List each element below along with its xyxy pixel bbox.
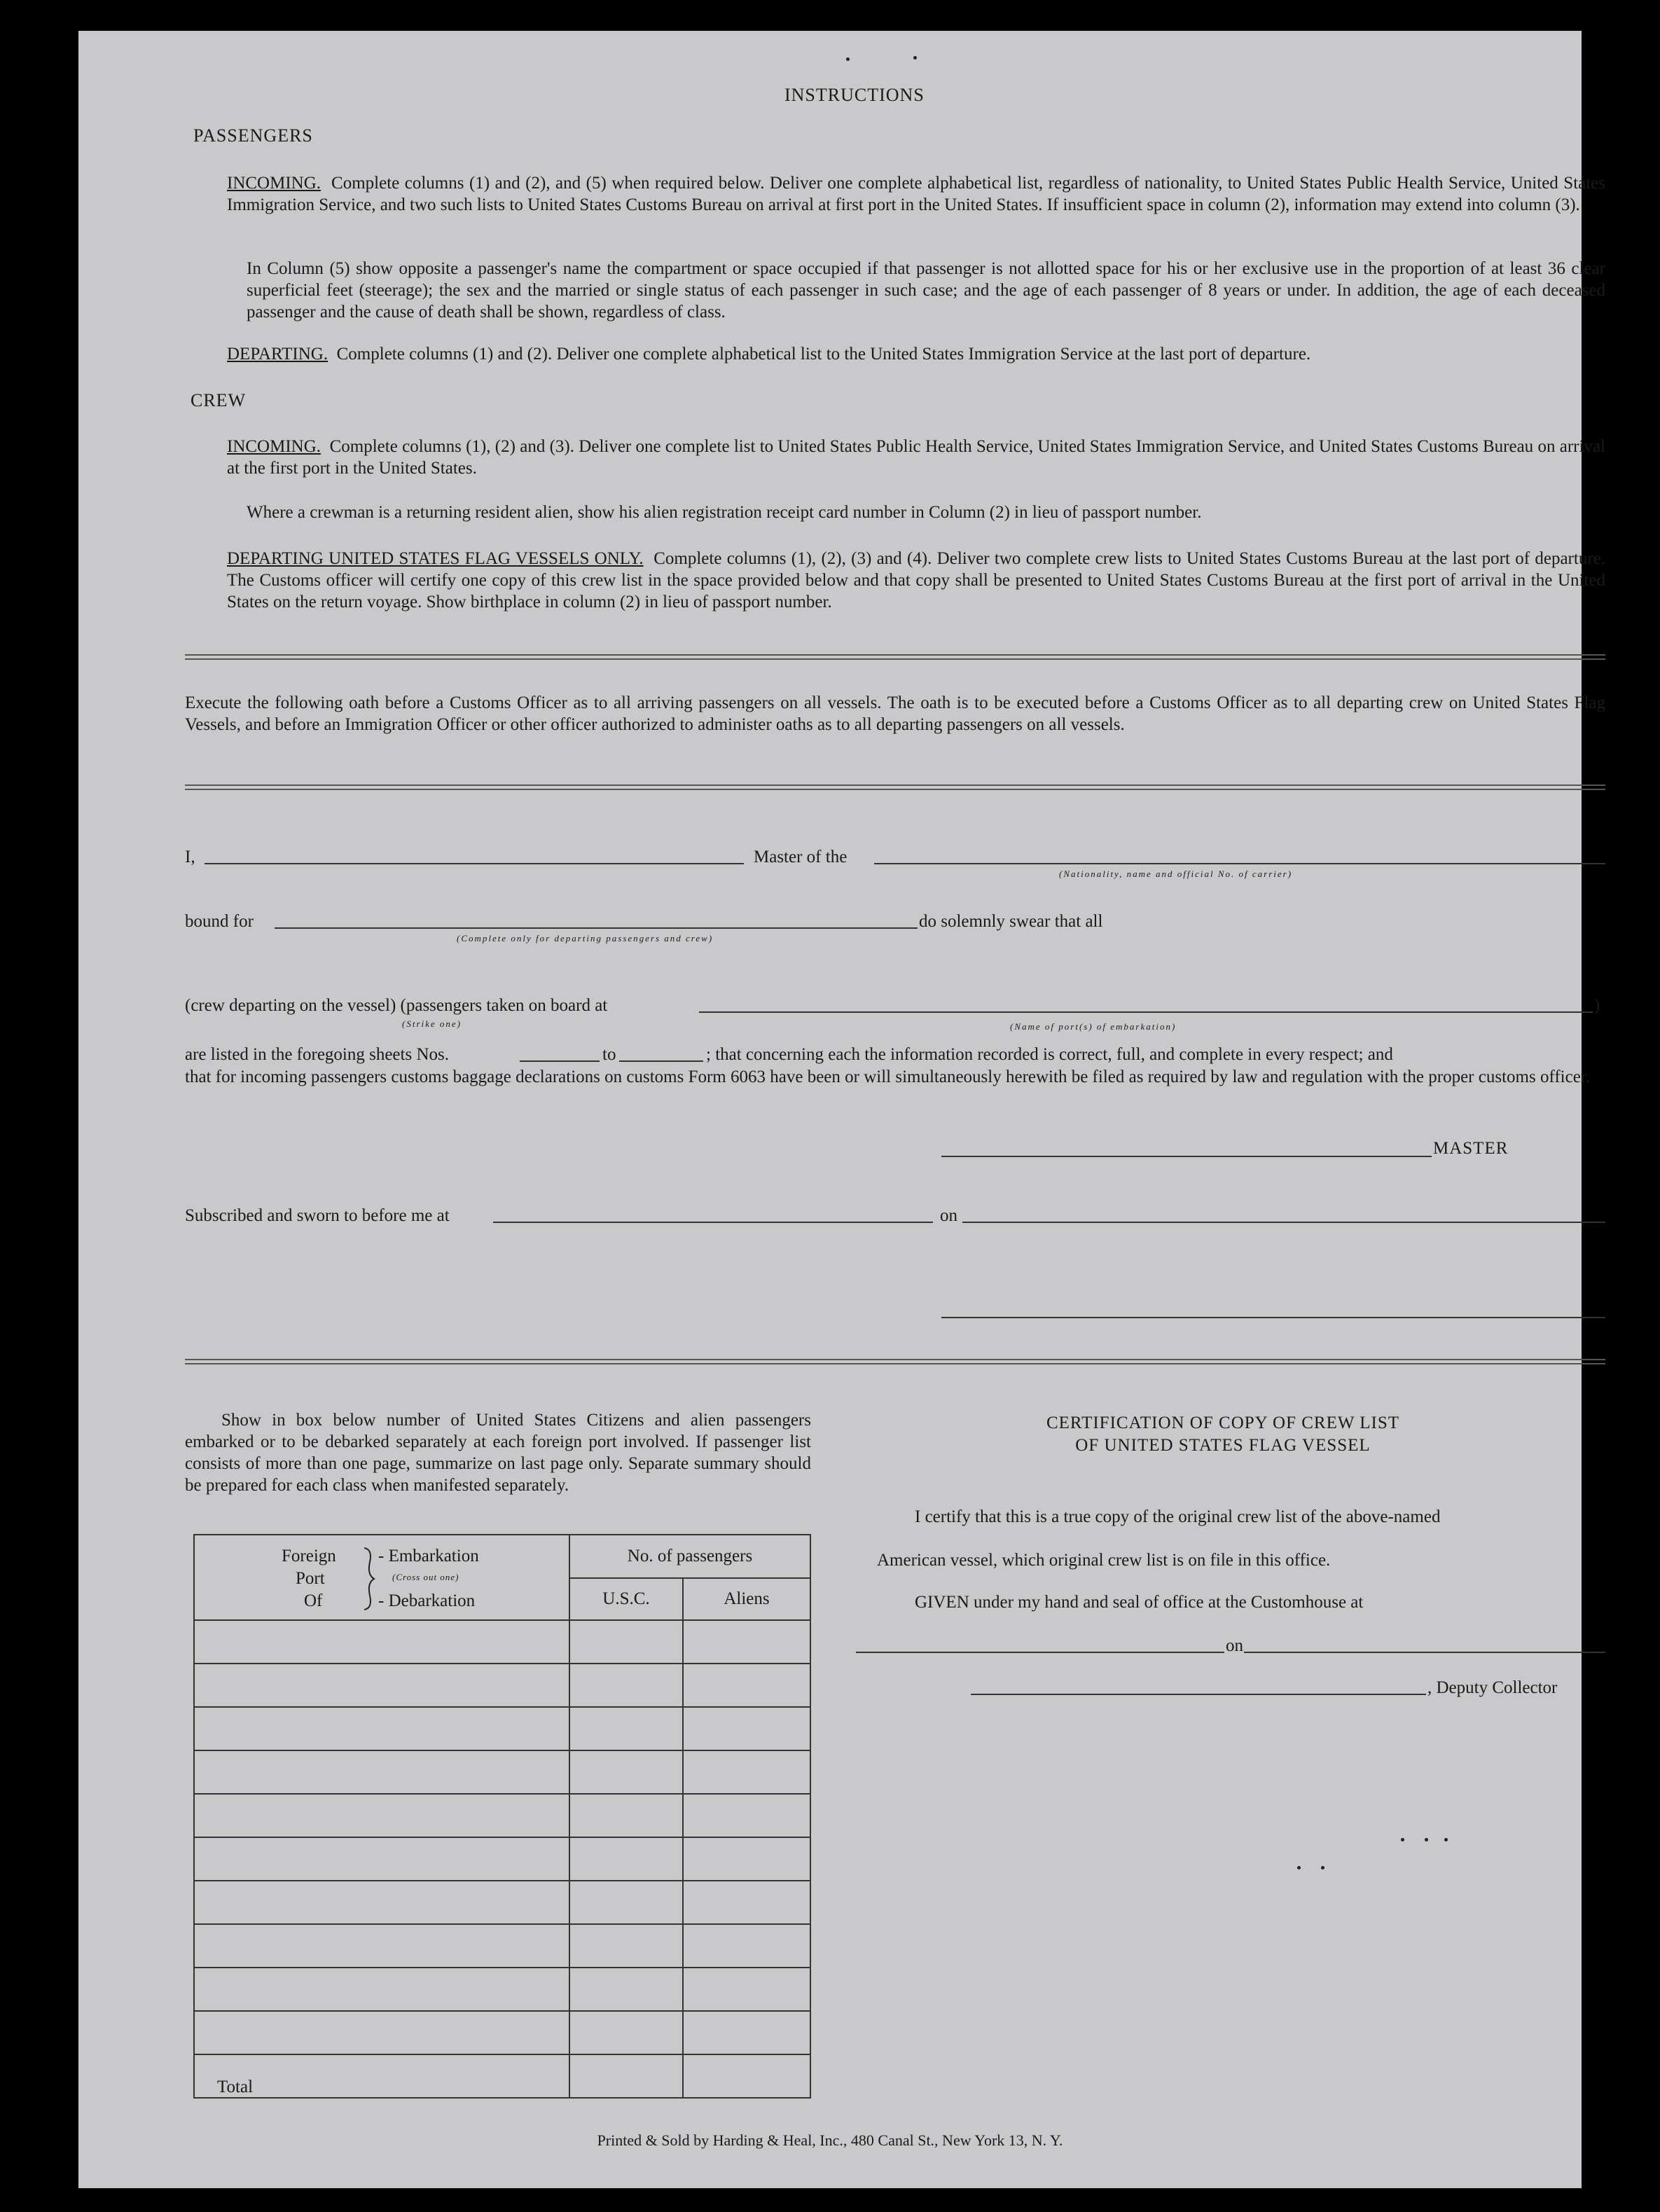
table-row <box>194 1750 810 1794</box>
passengers-incoming-paragraph <box>227 172 1605 216</box>
incoming-text: Complete columns (1) and (2), and (5) when required below. Deliver one complete alphabetical list, regardless of nationality, to United States Public Health Service, United States Immigration Service, and two such lists to United States Customs Bureau on arrival at first port in the United States. If insufficient space in column (2), information may extend into column (3). <box>227 174 1606 214</box>
sworn-on: on <box>940 1206 957 1225</box>
table-row <box>194 1620 810 1664</box>
table-row <box>194 1664 810 1707</box>
subscribed: Subscribed and sworn to before me at <box>185 1206 450 1225</box>
port-cell[interactable] <box>194 1794 569 1837</box>
summary-instructions: Show in box below number of United States Citizens and alien passengers embarked or to be debarked separately at each foreign port involved. If passenger list consists of more than one page, summarize on last page only. Separate summary should be prepared for each class when manifested separately. <box>185 1411 811 1495</box>
certify-line1: I certify that this is a true copy of the original crew list of the above-named <box>915 1507 1441 1526</box>
aliens-cell[interactable] <box>683 1664 810 1707</box>
divider <box>185 1359 1605 1360</box>
departing-flag-text: Complete columns (1), (2), (3) and (4). Deliver two complete crew lists to United States Customs Bureau at the last port of departure. The Customs officer will certify one copy of this crew list in the space provided below and that copy shall be presented to United States Customs Bureau at the first port of arrival in the United States on the return voyage. Show birthplace in column (2) in lieu of passport number. <box>227 549 1605 611</box>
port-cell[interactable] <box>194 1837 569 1881</box>
complete-only-caption: (Complete only for departing passengers and crew) <box>457 933 714 943</box>
speck <box>846 57 850 61</box>
master-of-the: Master of the <box>754 848 848 866</box>
port-cell[interactable] <box>194 1664 569 1707</box>
aliens-cell[interactable] <box>683 1837 810 1881</box>
col-foreign: Foreign <box>282 1547 336 1565</box>
total-row <box>194 2054 810 2098</box>
bound-for-blank[interactable] <box>275 927 918 929</box>
do-solemnly: do solemnly swear that all <box>919 912 1103 931</box>
divider <box>185 658 1605 660</box>
usc-header: U.S.C. <box>569 1578 683 1620</box>
incoming-label: INCOMING. <box>227 174 321 193</box>
usc-cell[interactable] <box>569 1707 683 1750</box>
certification-date-blank[interactable] <box>1244 1652 1605 1653</box>
deputy-collector: , Deputy Collector <box>1427 1678 1558 1697</box>
table-row <box>194 1924 810 1968</box>
departing-label: DEPARTING. <box>227 345 328 364</box>
aliens-total-cell[interactable] <box>683 2054 810 2098</box>
aliens-cell[interactable] <box>683 1794 810 1837</box>
aliens-cell[interactable] <box>683 1924 810 1968</box>
divider <box>185 784 1605 786</box>
crew-heading: CREW <box>191 390 247 410</box>
sworn-place-blank[interactable] <box>493 1222 933 1223</box>
passengers-departing-paragraph <box>227 343 1605 365</box>
divider <box>185 789 1605 790</box>
aliens-cell[interactable] <box>683 2011 810 2054</box>
customhouse-blank[interactable] <box>856 1652 1224 1653</box>
sheet-to-blank[interactable] <box>619 1060 703 1062</box>
given-line: GIVEN under my hand and seal of office at the Customhouse at <box>915 1593 1364 1612</box>
column5-paragraph: In Column (5) show opposite a passenger's name the compartment or space occupied if that passenger is not allotted space for his or her exclusive use in the proportion of at least 36 clear superficial feet (steerage); the sex and the married or single status of each passenger in such case; and the age of each passenger of 8 years or under. In addition, the age of each deceased passenger and the cause of death shall be shown, regardless of class. <box>247 259 1605 322</box>
col-cross-out: (Cross out one) <box>392 1572 459 1582</box>
usc-cell[interactable] <box>569 1837 683 1881</box>
speck <box>1425 1838 1428 1841</box>
crew-incoming-label: INCOMING. <box>227 437 321 456</box>
crew-departing: (crew departing on the vessel) (passengers taken on board at <box>185 996 608 1015</box>
passengers-heading: PASSENGERS <box>193 125 313 146</box>
port-cell[interactable] <box>194 1968 569 2011</box>
speck <box>1321 1866 1324 1869</box>
usc-total-cell[interactable] <box>569 2054 683 2098</box>
aliens-cell[interactable] <box>683 1707 810 1750</box>
certification-on: on <box>1226 1636 1243 1655</box>
divider <box>185 1363 1605 1364</box>
certification-title-line2: OF UNITED STATES FLAG VESSEL <box>1075 1436 1371 1455</box>
aliens-header: Aliens <box>683 1578 810 1620</box>
table-row <box>194 1794 810 1837</box>
speck <box>913 56 917 60</box>
bound-for: bound for <box>185 912 254 931</box>
aliens-cell[interactable] <box>683 1620 810 1664</box>
port-cell[interactable] <box>194 1881 569 1924</box>
usc-cell[interactable] <box>569 1881 683 1924</box>
certify-line2: American vessel, which original crew list is on file in this office. <box>877 1551 1331 1570</box>
table-row <box>194 1837 810 1881</box>
table-header-row <box>194 1535 810 1578</box>
table-row <box>194 1881 810 1924</box>
sworn-date-blank[interactable] <box>962 1222 1605 1223</box>
master-signature-blank[interactable] <box>941 1156 1432 1157</box>
officer-signature-blank[interactable] <box>941 1317 1605 1318</box>
listed-to: to <box>602 1045 616 1064</box>
table-row <box>194 1707 810 1750</box>
usc-cell[interactable] <box>569 2011 683 2054</box>
port-header-cell <box>194 1535 569 1620</box>
printer-footer: Printed & Sold by Harding & Heal, Inc., 480 Canal St., New York 13, N. Y. <box>597 2131 1063 2149</box>
departing-text: Complete columns (1) and (2). Deliver one complete alphabetical list to the United States Immigration Service at the last port of departure. <box>336 345 1311 364</box>
col-port: Port <box>296 1569 325 1588</box>
usc-cell[interactable] <box>569 1664 683 1707</box>
certification-title-line1: CERTIFICATION OF COPY OF CREW LIST <box>1046 1413 1400 1432</box>
listed-post: ; that concerning each the information recorded is correct, full, and complete in every respect; and <box>706 1045 1393 1064</box>
departing-flag-paragraph <box>227 548 1605 613</box>
usc-cell[interactable] <box>569 1794 683 1837</box>
close-paren: ) <box>1594 996 1600 1015</box>
crew-incoming-text: Complete columns (1), (2) and (3). Deliver one complete list to United States Public Health Service, United States Immigration Service, and United States Customs Bureau on arrival at the first port in the United States. <box>227 437 1605 478</box>
brace-icon <box>360 1547 377 1611</box>
aliens-cell[interactable] <box>683 1968 810 2011</box>
deputy-signature-blank[interactable] <box>971 1694 1426 1695</box>
port-cell[interactable] <box>194 2011 569 2054</box>
port-cell[interactable] <box>194 1924 569 1968</box>
speck <box>1297 1866 1301 1869</box>
port-cell[interactable] <box>194 1707 569 1750</box>
strike-one-caption: (Strike one) <box>402 1018 462 1029</box>
table-row <box>194 1968 810 2011</box>
usc-cell[interactable] <box>569 1620 683 1664</box>
usc-cell[interactable] <box>569 1924 683 1968</box>
listed-rest: that for incoming passengers customs baggage declarations on customs Form 6063 have been or will simultaneously herewith be filed as required by law and regulation with the proper customs officer. <box>185 1067 1590 1086</box>
listed-pre: are listed in the foregoing sheets Nos. <box>185 1045 449 1064</box>
name-blank[interactable] <box>205 863 744 864</box>
sheet-from-blank[interactable] <box>520 1060 600 1062</box>
usc-cell[interactable] <box>569 1750 683 1794</box>
ports-caption: (Name of port(s) of embarkation) <box>1010 1021 1177 1032</box>
ports-blank[interactable] <box>699 1011 1593 1013</box>
speck <box>1444 1838 1448 1841</box>
i-label: I, <box>185 848 195 866</box>
col-debarkation: - Debarkation <box>378 1591 476 1610</box>
col-of: Of <box>304 1591 323 1610</box>
port-cell[interactable] <box>194 1620 569 1664</box>
crew-incoming-paragraph <box>227 436 1605 479</box>
vessel-blank[interactable] <box>874 863 1605 864</box>
usc-cell[interactable] <box>569 1968 683 2011</box>
speck <box>1401 1838 1404 1841</box>
total-label: Total <box>194 2054 569 2098</box>
aliens-cell[interactable] <box>683 1750 810 1794</box>
instructions-title: INSTRUCTIONS <box>784 85 925 105</box>
table-row <box>194 2011 810 2054</box>
passenger-summary-table <box>193 1534 811 2099</box>
divider <box>185 654 1605 656</box>
form-sheet <box>78 31 1606 2188</box>
aliens-cell[interactable] <box>683 1881 810 1924</box>
nationality-caption: (Nationality, name and official No. of carrier) <box>1059 869 1293 879</box>
master-label: MASTER <box>1433 1139 1509 1158</box>
port-cell[interactable] <box>194 1750 569 1794</box>
departing-flag-label: DEPARTING UNITED STATES FLAG VESSELS ONLY. <box>227 549 644 568</box>
crewman-paragraph: Where a crewman is a returning resident alien, show his alien registration receipt card number in Column (2) in lieu of passport number. <box>247 503 1202 522</box>
oath-intro: Execute the following oath before a Customs Officer as to all arriving passengers on all vessels. The oath is to be executed before a Customs Officer as to all departing crew on United States Flag Vessels, and before an Immigration Officer or other officer authorized to administer oaths as to all departing passengers on all vessels. <box>185 693 1605 734</box>
col-embarkation: - Embarkation <box>378 1547 479 1565</box>
no-passengers-header: No. of passengers <box>569 1535 810 1578</box>
